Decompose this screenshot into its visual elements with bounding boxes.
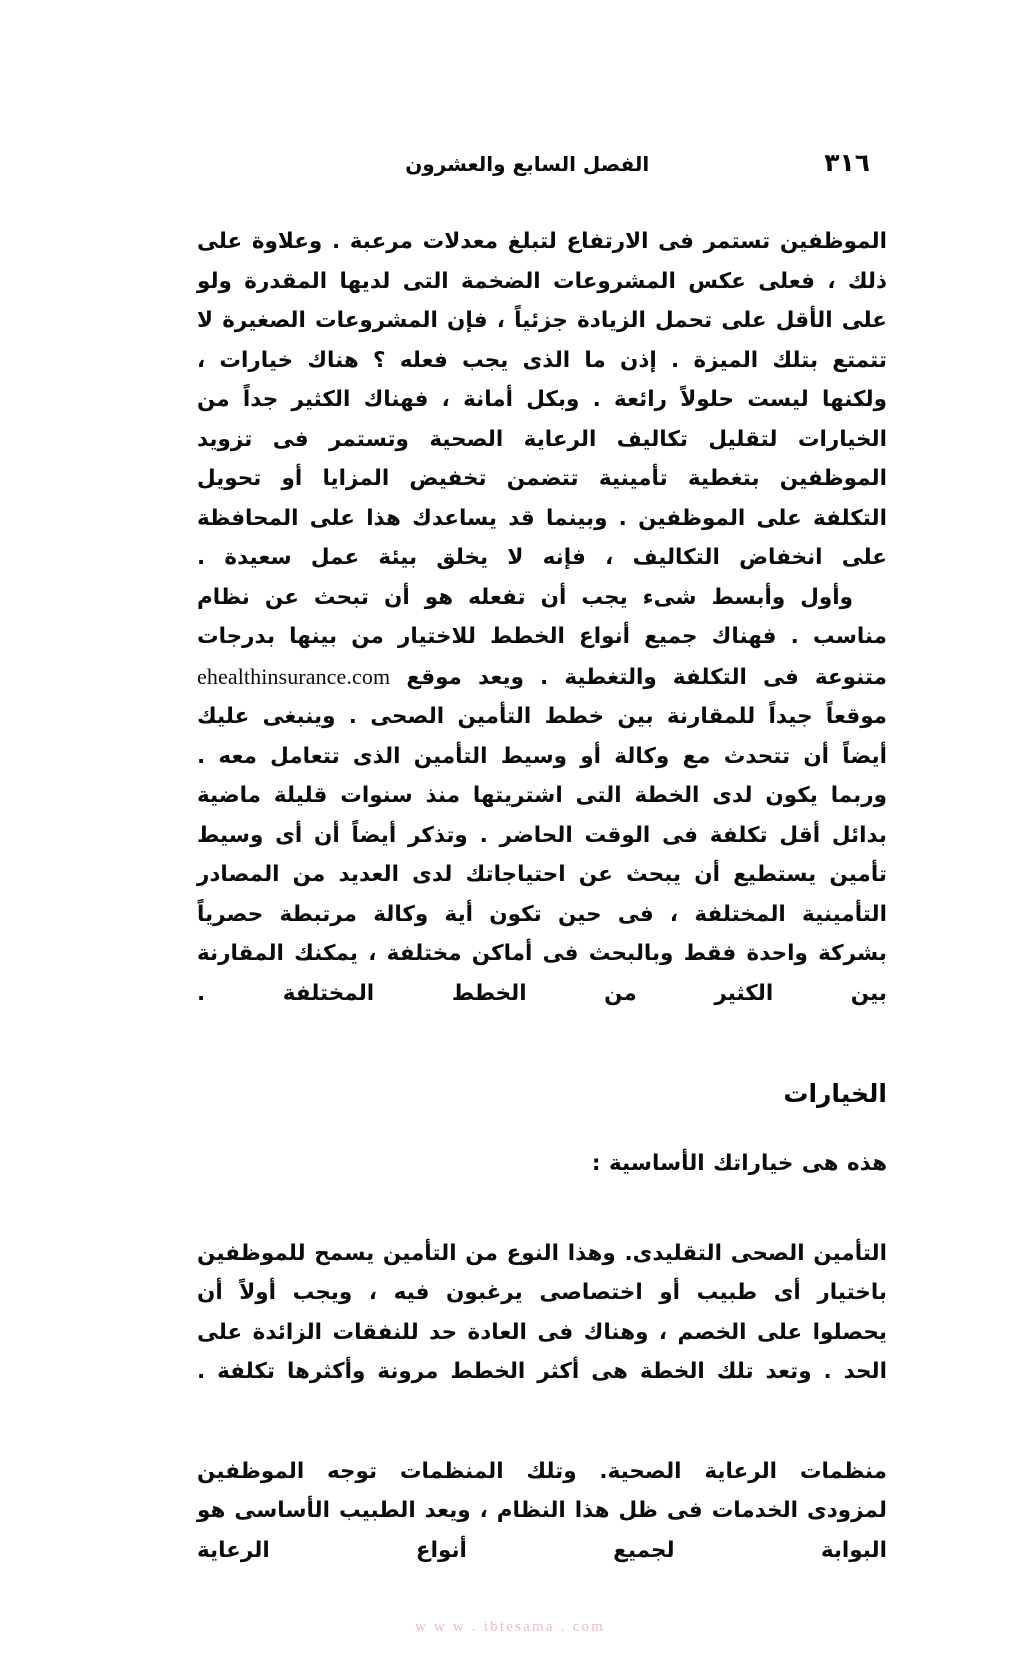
section-heading-options: الخيارات	[783, 1079, 887, 1108]
paragraph-2-part-b: موقعاً جيداً للمقارنة بين خطط التأمين الصحى . وينبغى عليك أيضاً أن تتحدث مع وكالة أو وسيط التأمين الذى تتعامل معه . وربما يكون لدى الخطة التى اشتريتها منذ سنوات قليلة ماضية بدائل أقل تكلفة فى الوقت الحاضر . وتذكر أيضاً أن أى وسيط تأمين يستطيع أن يبحث عن احتياجاتك لدى العديد من المصادر التأمينية المختلفة ، فى حين تكون أية وكالة مرتبطة حصرياً بشركة واحدة فقط وبالبحث فى أماكن مختلفة ، يمكنك المقارنة بين الكثير من الخطط المختلفة .	[197, 704, 887, 1006]
ehealthinsurance-url: ehealthinsurance.com	[197, 663, 391, 689]
site-watermark: w w w . ibtesama . com	[414, 1619, 606, 1635]
spacer	[197, 1108, 887, 1144]
option-item-traditional	[197, 1234, 887, 1392]
page-number: ٣١٦	[824, 148, 870, 177]
spacer	[197, 1392, 887, 1452]
option-term-traditional: التأمين الصحى التقليدى	[632, 1240, 887, 1266]
option-text-hmo: . وتلك المنظمات توجه الموظفين لمزودى الخدمات فى ظل هذا النظام ، ويعد الطبيب الأساسى هو البوابة لجميع أنواع الرعاية	[197, 1458, 887, 1563]
text-column	[197, 222, 887, 1570]
chapter-title: الفصل السابع والعشرون	[405, 152, 650, 176]
option-item-hmo	[197, 1452, 887, 1571]
paragraph-2	[197, 578, 887, 1014]
section-intro: هذه هى خياراتك الأساسية :	[591, 1151, 887, 1176]
option-text-traditional: . وهذا النوع من التأمين يسمح للموظفين باختيار أى طبيب أو اختصاصى يرغبون فيه ، ويجب أولاً أن يحصلوا على الخصم ، وهناك فى العادة حد للنفقات الزائدة على الحد . وتعد تلك الخطة هى أكثر الخطط مرونة وأكثرها تكلفة .	[197, 1240, 887, 1384]
spacer	[197, 1184, 887, 1234]
running-head	[150, 148, 870, 182]
spacer	[197, 1013, 887, 1079]
option-term-hmo: منظمات الرعاية الصحية	[607, 1458, 887, 1484]
paragraph-1: الموظفين تستمر فى الارتفاع لتبلغ معدلات مرعبة . وعلاوة على ذلك ، فعلى عكس المشروعات الضخمة التى لديها المقدرة ولو على الأقل على تحمل الزيادة جزئياً ، فإن المشروعات الصغيرة لا تتمتع بتلك الميزة . إذن ما الذى يجب فعله ؟ هناك خيارات ، ولكنها ليست حلولاً رائعة . وبكل أمانة ، فهناك الكثير جداً من الخيارات لتقليل تكاليف الرعاية الصحية وتستمر فى تزويد الموظفين بتغطية تأمينية تتضمن تخفيض المزايا أو تحويل التكلفة على الموظفين . وبينما قد يساعدك هذا على المحافظة على انخفاض التكاليف ، فإنه لا يخلق بيئة عمل سعيدة .	[197, 229, 887, 570]
paragraph-2-part-a: وأول وأبسط شىء يجب أن تفعله هو أن تبحث عن نظام مناسب . فهناك جميع أنواع الخطط للاختيار من بينها بدرجات متنوعة فى التكلفة والتغطية . ويعد موقع	[197, 584, 887, 690]
